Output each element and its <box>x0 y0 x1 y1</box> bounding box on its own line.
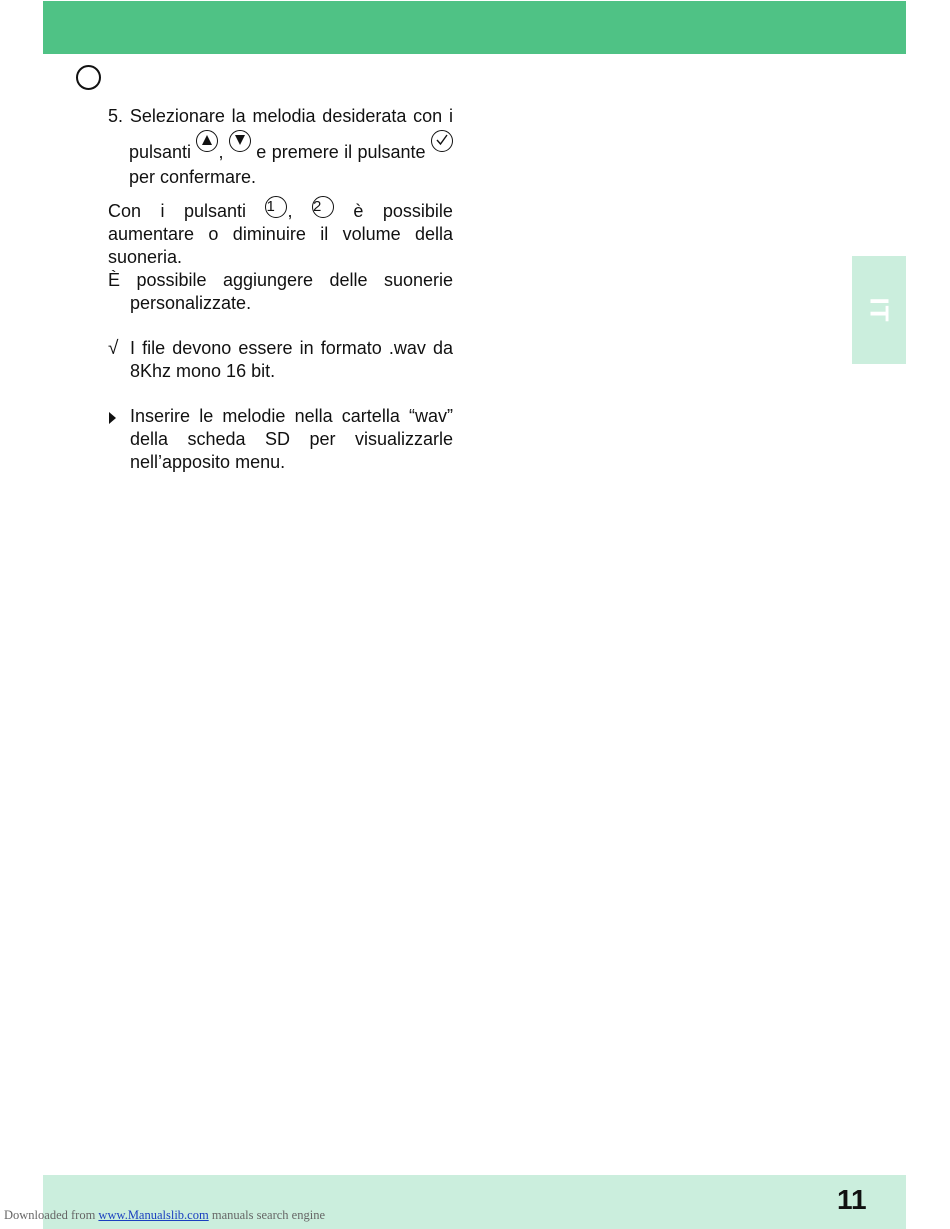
page-marker-circle <box>76 65 101 90</box>
volume-paragraph <box>108 196 453 269</box>
key-2-icon: 2 <box>312 196 334 218</box>
manualslib-link[interactable]: www.Manualslib.com <box>98 1208 209 1222</box>
language-tab-label: IT <box>864 297 895 323</box>
step-5-comma: , <box>218 141 224 162</box>
language-tab <box>852 256 906 364</box>
page-number: 11 <box>837 1184 867 1215</box>
step-5-text-c: per confermare. <box>129 167 257 187</box>
down-arrow-key-icon <box>229 130 251 152</box>
key-1-icon: 1 <box>265 196 287 218</box>
note-text: I file devono essere in formato .wav da 8Khz mono 16 bit. <box>130 337 453 381</box>
volume-comma: , <box>287 200 293 221</box>
tip-text: Inserire le melodie nella cartella “wav” della scheda SD per visualizzarle nell’apposito menu. <box>130 405 453 472</box>
page-content <box>108 104 453 474</box>
header-bar <box>43 1 906 54</box>
step-number: 5. <box>108 106 124 126</box>
step-5-text-a: Selezionare la melodia desiderata con i pulsanti <box>129 106 453 162</box>
volume-text-a: Con i pulsanti <box>108 200 246 221</box>
tip-arrow-icon <box>109 412 116 424</box>
note-check-icon: √ <box>108 337 119 359</box>
custom-ringtones-paragraph: È possibile aggiungere delle suonerie personalizzate. <box>108 269 453 313</box>
step-5-text-b: e premere il pulsante <box>256 141 426 162</box>
volume-text-b: è possibile aumentare o diminuire il volume della suoneria. <box>108 200 453 267</box>
download-suffix: manuals search engine <box>211 1208 325 1222</box>
step-5 <box>108 104 453 191</box>
tip-block <box>108 405 453 474</box>
download-prefix: Downloaded from <box>4 1208 96 1222</box>
up-arrow-key-icon <box>196 130 218 152</box>
download-note <box>4 1208 325 1223</box>
note-block <box>108 337 453 383</box>
confirm-check-key-icon <box>431 130 453 152</box>
